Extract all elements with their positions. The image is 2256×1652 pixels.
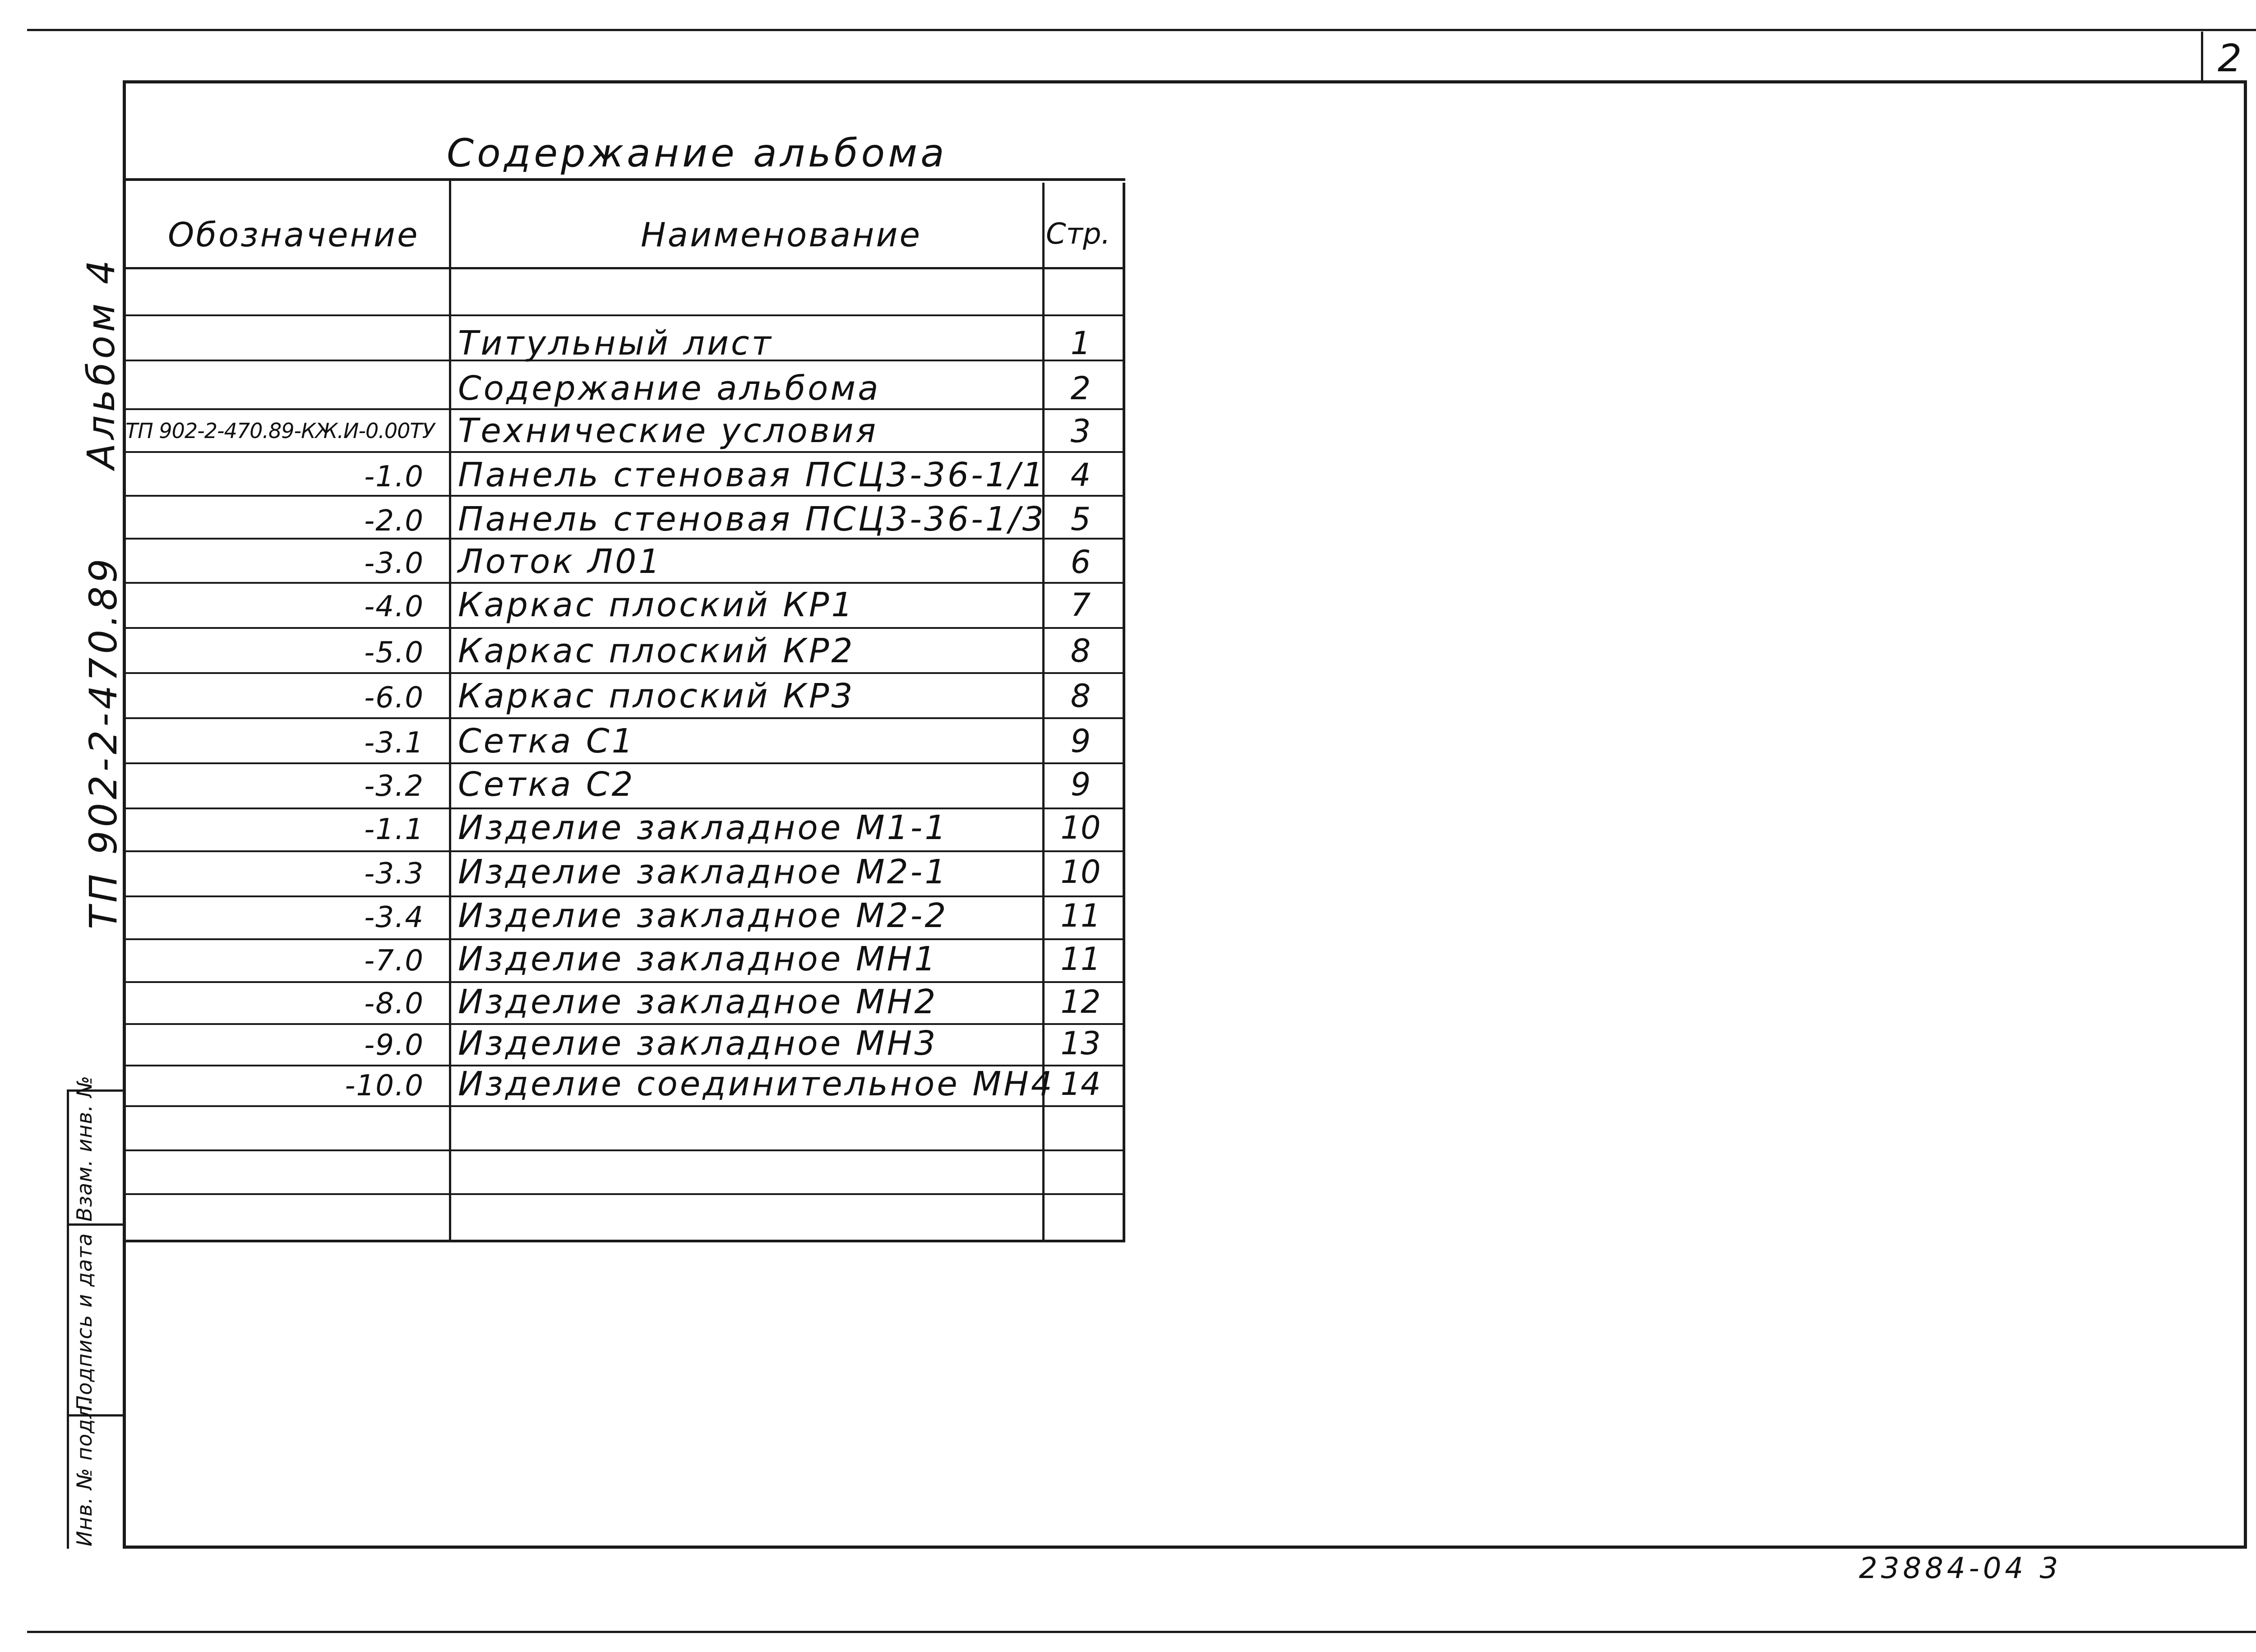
row-page: 11: [1060, 897, 1101, 934]
row-page: 10: [1060, 809, 1101, 846]
row-name: Сетка С1: [458, 722, 635, 761]
row-page: 14: [1060, 1066, 1101, 1103]
row-designation: -10.0: [345, 1069, 424, 1103]
row-name: Каркас плоский КР2: [458, 632, 855, 670]
row-page: 12: [1060, 983, 1101, 1020]
row-page: 8: [1070, 678, 1091, 715]
table-line-c: [126, 408, 1125, 410]
row-page: 10: [1060, 854, 1101, 891]
row-name: Изделие закладное М2-1: [458, 853, 948, 891]
table-vline-3: [1123, 183, 1125, 1242]
table-vline-1: [449, 178, 451, 1242]
row-designation: -5.0: [364, 636, 424, 669]
row-page: 9: [1070, 723, 1091, 760]
table-line-s: [126, 1105, 1125, 1107]
table-line-t: [126, 1149, 1125, 1151]
table-header-line: [126, 267, 1125, 269]
row-designation: -3.4: [364, 901, 424, 934]
table-line-h: [126, 627, 1125, 629]
row-name: Титульный лист: [458, 324, 773, 363]
table-line-d: [126, 451, 1125, 453]
stamp-label-signature: Подпись и дата: [72, 1232, 97, 1411]
row-name: Изделие закладное МН3: [458, 1024, 938, 1063]
frame-right: [2244, 80, 2247, 1549]
header-name: Наименование: [641, 216, 922, 254]
stamp-divider-1: [67, 1223, 125, 1226]
row-designation: -1.1: [364, 813, 424, 846]
row-page: 1: [1070, 325, 1091, 362]
row-designation: -4.0: [364, 590, 424, 623]
row-page: 2: [1070, 370, 1091, 407]
header-designation: Обозначение: [168, 216, 420, 254]
table-line-u: [126, 1193, 1125, 1195]
row-name: Технические условия: [458, 411, 878, 450]
row-page: 8: [1070, 632, 1091, 669]
top-trim-line: [27, 29, 2256, 31]
table-title: Содержание альбома: [447, 131, 948, 176]
row-designation: -6.0: [364, 681, 424, 715]
row-designation: -3.1: [364, 726, 424, 760]
frame-bottom: [123, 1546, 2247, 1549]
row-designation: -7.0: [364, 944, 424, 978]
row-name: Лоток Л01: [458, 542, 662, 581]
header-page: Стр.: [1046, 217, 1110, 251]
row-name: Изделие закладное М2-2: [458, 896, 948, 935]
row-designation: -3.3: [364, 857, 424, 891]
row-name: Изделие закладное М1-1: [458, 808, 948, 847]
stamp-label-replacement: Взам. инв. №: [72, 1075, 97, 1222]
row-designation: -9.0: [364, 1029, 424, 1062]
row-page: 9: [1070, 766, 1091, 803]
row-name: Панель стеновая ПСЦ3-36-1/1: [458, 456, 1046, 494]
row-page: 4: [1070, 457, 1091, 494]
sheet-number: 2: [2218, 36, 2242, 80]
row-name: Изделие закладное МН2: [458, 983, 938, 1021]
row-name: Изделие соединительное МН4: [458, 1065, 1054, 1103]
table-line-e: [126, 495, 1125, 497]
table-line-a: [126, 314, 1125, 316]
row-designation: -3.0: [364, 547, 424, 580]
project-label: ТП 902-2-470.89: [81, 555, 125, 929]
table-line-i: [126, 672, 1125, 674]
document-number: 23884-04 3: [1859, 1552, 2062, 1585]
table-top-line: [126, 178, 1125, 181]
row-page: 7: [1070, 586, 1091, 623]
sheet-number-box-left: [2201, 32, 2203, 82]
row-designation: ТП 902-2-470.89-КЖ.И-0.00ТУ: [125, 419, 435, 443]
row-designation: -2.0: [364, 504, 424, 538]
row-designation: -3.2: [364, 770, 424, 803]
row-name: Панель стеновая ПСЦ3-36-1/3: [458, 500, 1046, 539]
stamp-column-left: [67, 1089, 69, 1549]
table-line-m: [126, 850, 1125, 852]
row-page: 5: [1070, 501, 1091, 538]
row-designation: -8.0: [364, 987, 424, 1020]
row-name: Изделие закладное МН1: [458, 940, 938, 978]
bottom-trim-line: [27, 1631, 2256, 1633]
table-line-k: [126, 762, 1125, 764]
row-name: Сетка С2: [458, 765, 635, 804]
row-name: Каркас плоский КР3: [458, 677, 855, 715]
frame-top: [123, 80, 2247, 83]
album-label: Альбом 4: [79, 256, 123, 469]
row-designation: -1.0: [364, 460, 424, 494]
table-line-g: [126, 582, 1125, 584]
row-name: Содержание альбома: [458, 369, 881, 408]
row-name: Каркас плоский КР1: [458, 586, 855, 624]
row-page: 13: [1060, 1025, 1101, 1062]
stamp-label-inventory: Инв. № подл.: [72, 1398, 97, 1546]
table-line-j: [126, 717, 1125, 719]
row-page: 3: [1070, 413, 1091, 450]
row-page: 6: [1070, 544, 1091, 581]
row-page: 11: [1060, 941, 1101, 978]
table-bottom-line: [126, 1240, 1125, 1242]
